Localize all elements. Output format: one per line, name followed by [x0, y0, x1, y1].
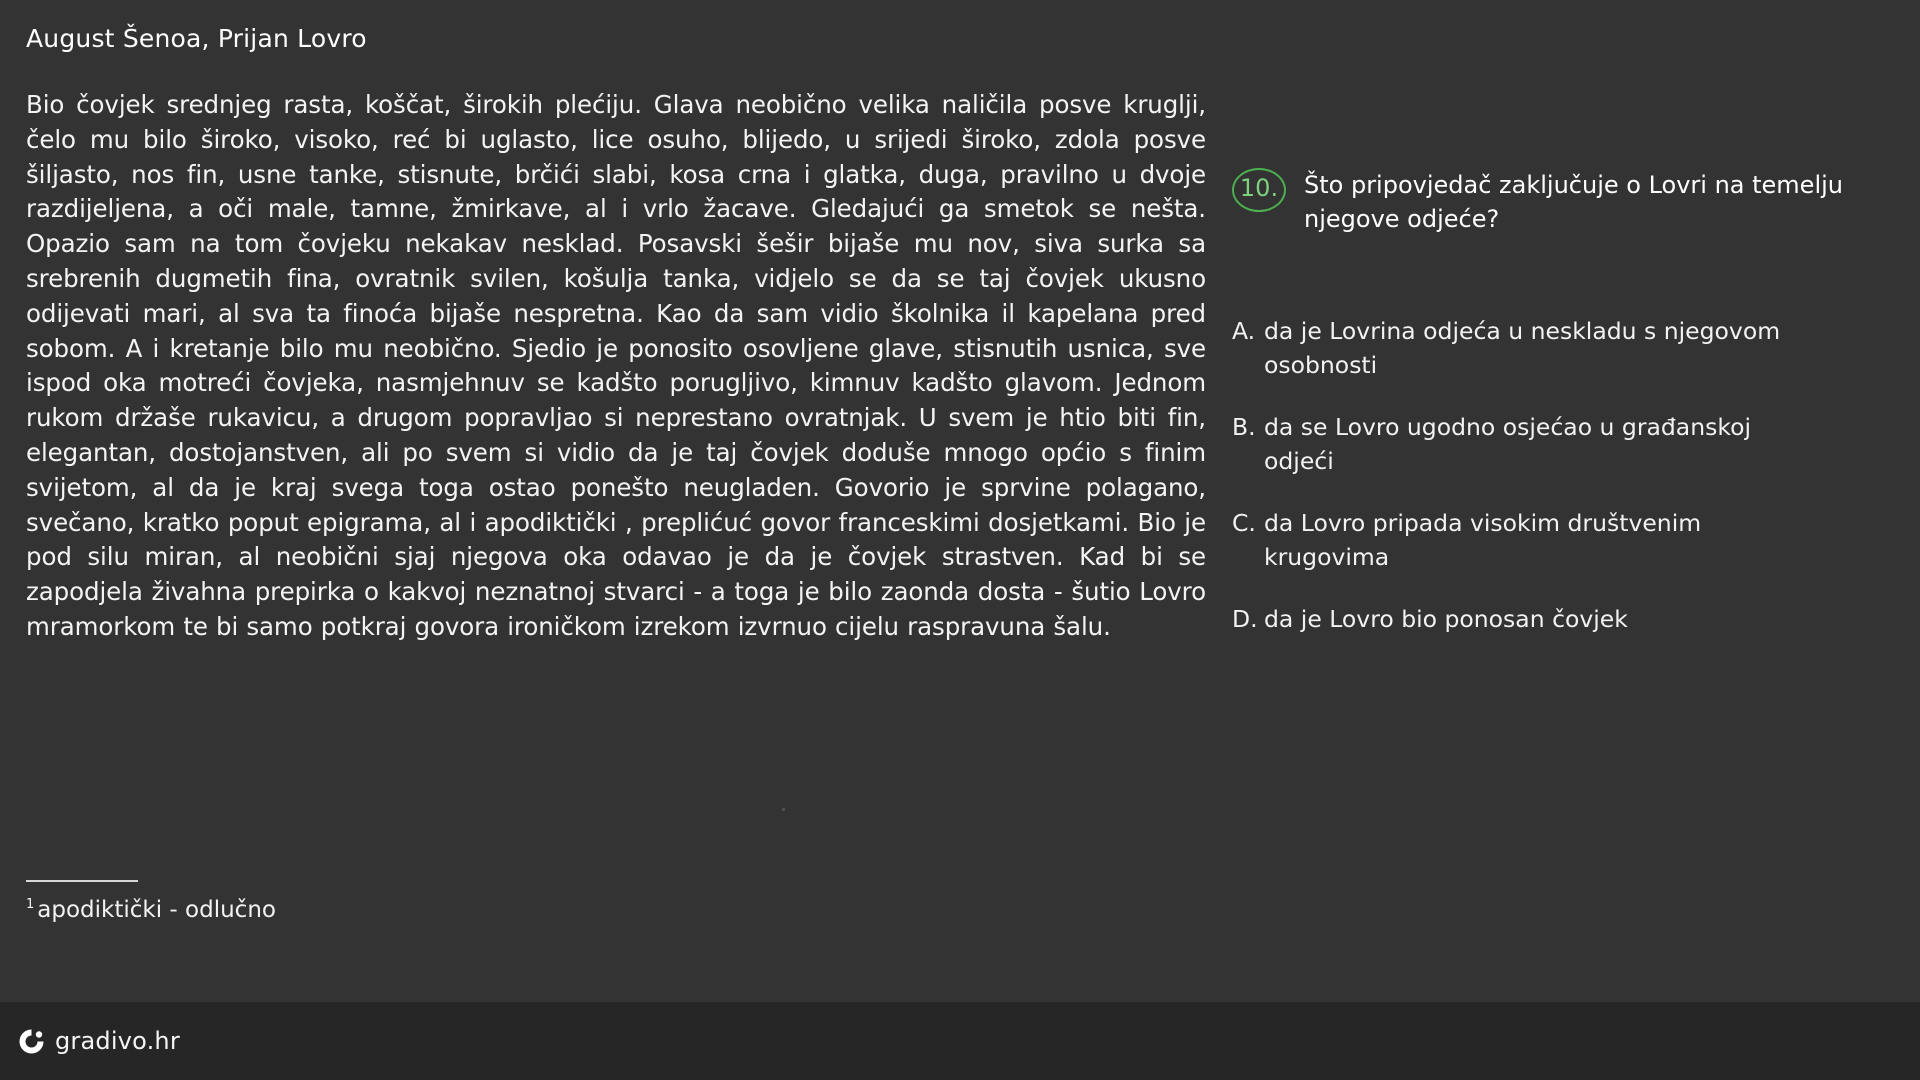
option-d-text: da je Lovro bio ponosan čovjek [1264, 605, 1628, 633]
footer-bar [0, 1002, 1920, 1080]
question-number: 10. [1239, 174, 1279, 202]
option-d[interactable] [1232, 602, 1872, 636]
gradivo-logo-icon [18, 1028, 45, 1055]
brand[interactable] [18, 1027, 180, 1055]
option-a-text: da je Lovrina odjeća u neskladu s njegovom osobnosti [1264, 317, 1781, 379]
option-c-text: da Lovro pripada visokim društvenim krugovima [1264, 509, 1702, 571]
footnote [26, 880, 726, 924]
question-text: Što pripovjedač zaključuje o Lovri na temelju njegove odjeće? [1304, 171, 1843, 233]
option-c[interactable] [1232, 506, 1872, 574]
option-b-text: da se Lovro ugodno osjećao u građanskoj odjeći [1264, 413, 1752, 475]
options-list [1232, 314, 1872, 636]
option-b[interactable] [1232, 410, 1872, 478]
option-a[interactable] [1232, 314, 1872, 382]
option-d-letter: D. [1232, 605, 1258, 633]
footnote-text [26, 896, 726, 924]
option-b-letter: B. [1232, 413, 1256, 441]
option-c-letter: C. [1232, 509, 1256, 537]
question-container [1232, 168, 1872, 664]
option-a-letter: A. [1232, 317, 1256, 345]
page-artifact-dot [782, 808, 785, 811]
footnote-marker: 1 [26, 897, 35, 913]
footnote-divider [26, 880, 138, 882]
passage-title: August Šenoa, Prijan Lovro [26, 24, 367, 53]
question-number-badge [1232, 168, 1288, 214]
passage-container [26, 22, 1226, 645]
brand-name: gradivo.hr [55, 1027, 180, 1055]
footnote-definition: apodiktički - odlučno [37, 897, 276, 923]
question-header [1232, 168, 1872, 236]
passage-body: Bio čovjek srednjeg rasta, koščat, širokih plećiju. Glava neobično velika naličila posve kruglji, čelo mu bilo široko, visoko, reć bi uglasto, lice osuho, blijedo, u srijedi široko, zdola posve šiljasto, nos fin, usne tanke, stisnute, brčići slabi, kosa crna i glatka, duga, pravilno u dvoje razdijeljena, a oči male, tamne, žmirkave, al i vrlo žacave. Gledajući ga smetok se nešta. Opazio sam na tom čovjeku nekakav nesklad. Posavski šešir bijaše mu nov, siva surka sa srebrenih dugmetih fina, ovratnik svilen, košulja tanka, vidjelo se da se taj čovjek ukusno odijevati mari, al sva ta finoća bijaše nespretna. Kao da sam vidio školnika il kapelana pred sobom. A i kretanje bilo mu neobično. Sjedio je ponosito osovljene glave, stisnutih usnica, sve ispod oka motreći čovjeka, nasmjehnuv se kadšto porugljivo, kimnuv kadšto glavom. Jednom rukom držaše rukavicu, a drugom popravljao si neprestano ovratnjak. U svem je htio biti fin, elegantan, dostojanstven, ali po svem si vidio da je taj čovjek doduše mnogo općio s finim svijetom, al da je kraj svega toga ostao ponešto neugladen. Govorio je sprvine polagano, svečano, kratko poput epigrama, al i apodiktički , preplićuć govor franceskimi dosjetkami. Bio je pod silu miran, al neobični sjaj njegova oka odavao je da je čovjek strastven. Kad bi se zapodjela živahna prepirka o kakvoj neznatnoj stvarci - a toga je bilo zaonda dosta - šutio Lovro mramorkom te bi samo potkraj govora ironičkom izrekom izvrnuo cijelu raspravuna šalu. [26, 90, 1206, 641]
